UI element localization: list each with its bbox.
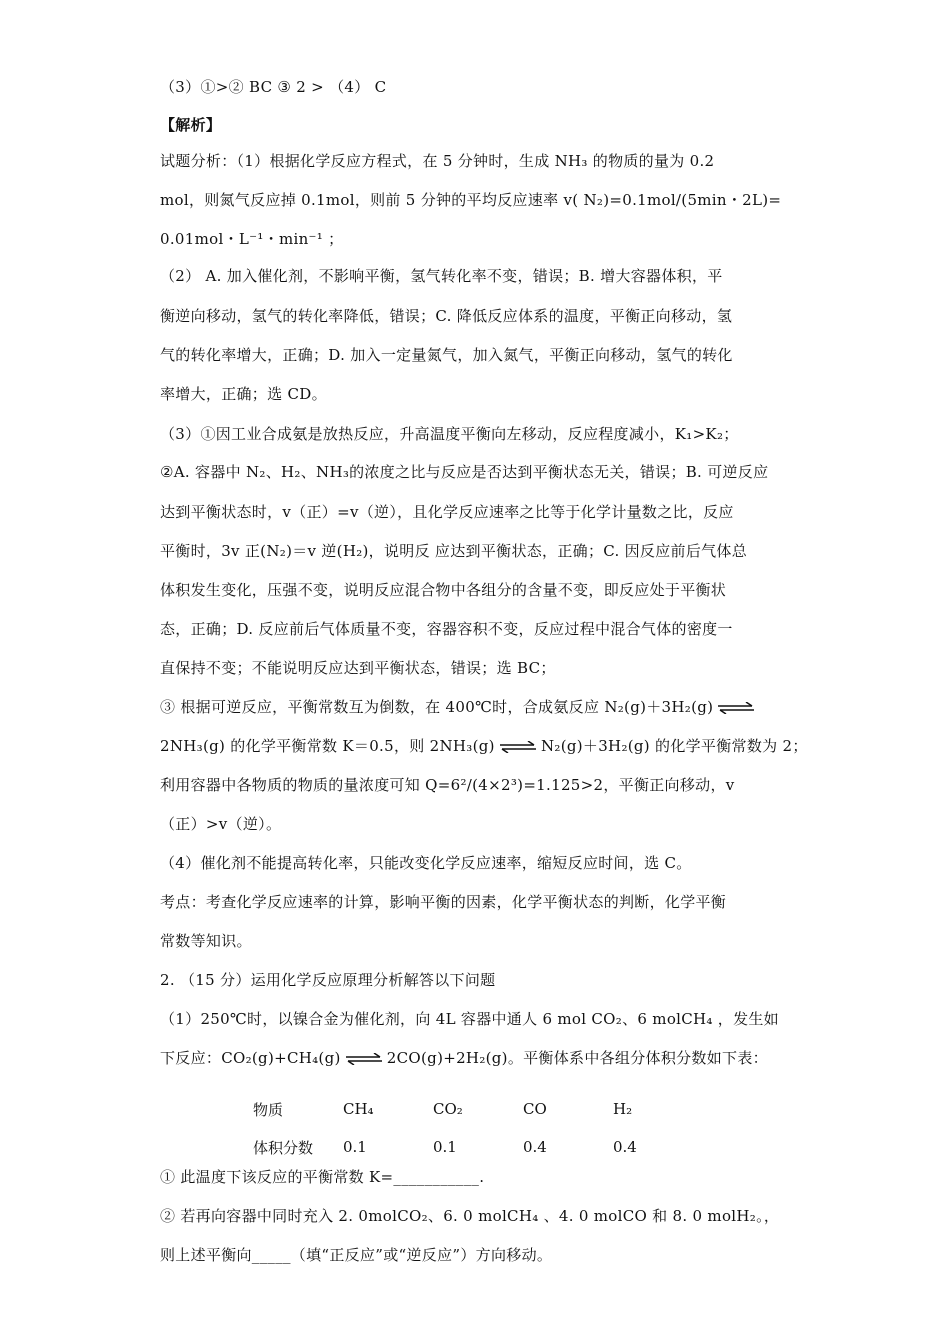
table-header-row [253,1090,703,1128]
analysis-line: 态，正确；D. 反应前后气体质量不变，容器容积不变，反应过程中混合气体的密度一 [160,620,733,638]
analysis-line: （2） A. 加入催化剂，不影响平衡，氢气转化率不变，错误；B. 增大容器体积，平 [160,267,723,285]
reversible-arrow-icon [500,741,536,753]
table-cell: 0.1 [343,1138,367,1156]
table-cell: H₂ [613,1100,633,1118]
equation-text: N₂(g)＋3H₂(g) 的化学平衡常数为 2； [540,737,808,755]
reversible-arrow-icon [346,1053,382,1065]
table-cell: 0.4 [613,1138,637,1156]
table-cell: CO [523,1100,547,1118]
table-cell: CO₂ [433,1100,463,1118]
table-cell: 0.1 [433,1138,457,1156]
analysis-line: 体积发生变化，压强不变，说明反应混合物中各组分的含量不变，即反应处于平衡状 [160,581,727,599]
table-cell: 体积分数 [253,1138,314,1157]
answer-line-3-4: （3）①>② BC ③ 2 > （4） C [160,78,387,96]
analysis-line: 0.01mol・L⁻¹・min⁻¹ ； [160,230,344,248]
analysis-line: mol，则氮气反应掉 0.1mol，则前 5 分钟的平均反应速率 v( N₂)=0.1mol/(5min・2L)= [160,191,782,209]
analysis-heading: 【解析】 [160,116,222,134]
equation-text: 2CO(g)+2H₂(g)。平衡体系中各组分体积分数如下表： [386,1049,768,1067]
volume-fraction-table [253,1090,703,1166]
question-line-equation [160,1048,800,1068]
reversible-arrow-icon [718,702,754,714]
analysis-line: ②A. 容器中 N₂、H₂、NH₃的浓度之比与反应是否达到平衡状态无关，错误；B. 可逆反应 [160,463,769,481]
analysis-line: 气的转化率增大，正确；D. 加入一定量氮气，加入氮气，平衡正向移动，氢气的转化 [160,346,733,364]
analysis-line: 利用容器中各物质的物质的量浓度可知 Q=6²/(4×2³)=1.125>2，平衡正向移动，v [160,776,735,794]
table-row [253,1128,703,1166]
analysis-line: （4）催化剂不能提高转化率，只能改变化学反应速率，缩短反应时间，选 C。 [160,854,692,872]
analysis-line: （正）>v（逆）。 [160,815,282,833]
table-cell: CH₄ [343,1100,374,1118]
question-line: ① 此温度下该反应的平衡常数 K=___________. [160,1168,485,1186]
question-line: ② 若再向容器中同时充入 2. 0molCO₂、6. 0 molCH₄ 、4. 0 molCO 和 8. 0 molH₂。， [160,1207,780,1225]
question-line: 则上述平衡向_____（填“正反应”或“逆反应”）方向移动。 [160,1246,553,1264]
analysis-line: 平衡时，3v 正(N₂)＝v 逆(H₂)，说明反 应达到平衡状态，正确；C. 因反应前后气体总 [160,542,748,560]
analysis-line: 直保持不变；不能说明反应达到平衡状态，错误；选 BC； [160,659,556,677]
equation-text: ③ 根据可逆反应，平衡常数互为倒数，在 400℃时，合成氨反应 N₂(g)＋3H₂(g) [160,698,714,716]
analysis-line: 达到平衡状态时，v（正）=v（逆），且化学反应速率之比等于化学计量数之比，反应 [160,503,734,521]
question-title: 2. （15 分）运用化学反应原理分析解答以下问题 [160,971,496,989]
key-points-line: 考点：考查化学反应速率的计算，影响平衡的因素，化学平衡状态的判断，化学平衡 [160,893,727,911]
analysis-line: 衡逆向移动，氢气的转化率降低，错误；C. 降低反应体系的温度，平衡正向移动，氢 [160,307,733,325]
question-line: （1）250℃时，以镍合金为催化剂，向 4L 容器中通人 6 mol CO₂、6 molCH₄ ，发生如 [160,1010,779,1028]
equation-text: 2NH₃(g) 的化学平衡常数 K＝0.5，则 2NH₃(g) [160,737,495,755]
table-cell: 0.4 [523,1138,547,1156]
key-points-line: 常数等知识。 [160,932,252,950]
analysis-line: 率增大，正确；选 CD。 [160,385,327,403]
analysis-line: （3）①因工业合成氨是放热反应，升高温度平衡向左移动，反应程度减小，K₁>K₂； [160,425,739,443]
equation-text: 下反应：CO₂(g)+CH₄(g) [160,1049,341,1067]
table-cell: 物质 [253,1100,284,1119]
analysis-line-equation [160,697,800,717]
analysis-line: 试题分析：（1）根据化学反应方程式，在 5 分钟时，生成 NH₃ 的物质的量为 0.2 [160,152,715,170]
analysis-line-equation [160,736,808,756]
